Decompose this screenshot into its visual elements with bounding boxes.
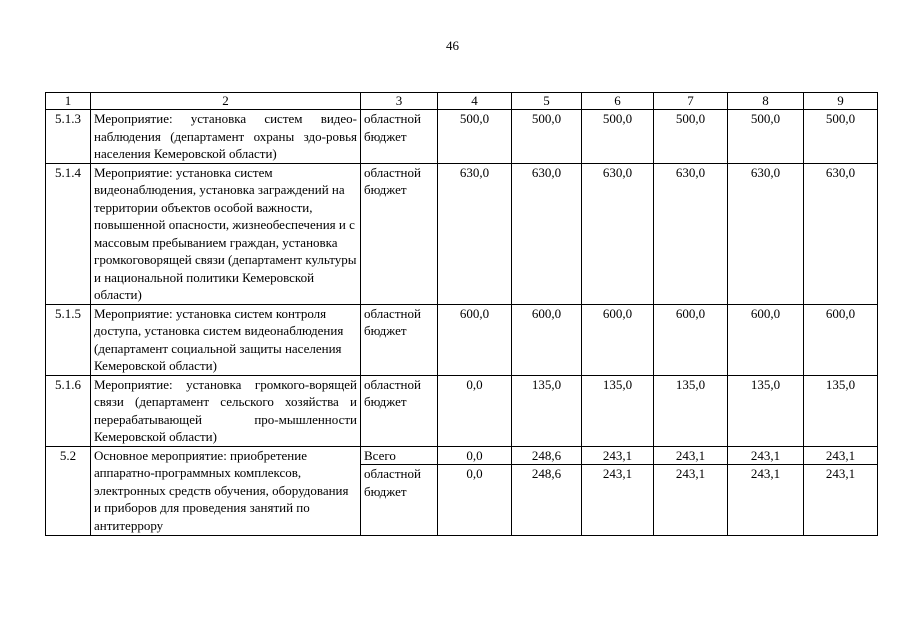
header-cell: 9	[804, 93, 878, 110]
value-cell: 630,0	[512, 163, 582, 304]
header-cell: 1	[46, 93, 91, 110]
funding-source: Всего	[361, 446, 438, 465]
value-cell: 248,6	[512, 465, 582, 536]
value-cell: 243,1	[728, 465, 804, 536]
value-cell: 135,0	[804, 375, 878, 446]
value-cell: 243,1	[804, 465, 878, 536]
row-number: 5.2	[46, 446, 91, 536]
value-cell: 600,0	[654, 304, 728, 375]
header-cell: 2	[91, 93, 361, 110]
activity-name: Мероприятие: установка систем видеонаблюдения, установка заграждений на территории объектов особой важности, повышенной опасности, жизнеобеспечения и с массовым пребыванием граждан, установка громкоговорящей связи (департамент культуры и национальной политики Кемеровской области)	[91, 163, 361, 304]
header-cell: 3	[361, 93, 438, 110]
value-cell: 135,0	[582, 375, 654, 446]
value-cell: 500,0	[582, 110, 654, 164]
value-cell: 630,0	[728, 163, 804, 304]
row-number: 5.1.6	[46, 375, 91, 446]
value-cell: 630,0	[804, 163, 878, 304]
value-cell: 630,0	[438, 163, 512, 304]
value-cell: 600,0	[512, 304, 582, 375]
activity-name: Основное мероприятие: приобретение аппаратно-программных комплексов, электронных средств обучения, оборудования и приборов для проведения занятий по антитеррору	[91, 446, 361, 536]
funding-source: областной бюджет	[361, 163, 438, 304]
value-cell: 0,0	[438, 465, 512, 536]
activity-name: Мероприятие: установка систем видео-наблюдения (департамент охраны здо-ровья населения Кемеровской области)	[91, 110, 361, 164]
value-cell: 243,1	[728, 446, 804, 465]
value-cell: 600,0	[582, 304, 654, 375]
value-cell: 243,1	[654, 465, 728, 536]
header-row	[46, 93, 878, 110]
header-cell: 8	[728, 93, 804, 110]
header-cell: 6	[582, 93, 654, 110]
value-cell: 243,1	[582, 446, 654, 465]
value-cell: 600,0	[728, 304, 804, 375]
value-cell: 135,0	[728, 375, 804, 446]
value-cell: 500,0	[438, 110, 512, 164]
header-cell: 7	[654, 93, 728, 110]
budget-table	[45, 92, 878, 536]
value-cell: 500,0	[512, 110, 582, 164]
funding-source: областной бюджет	[361, 304, 438, 375]
value-cell: 630,0	[654, 163, 728, 304]
value-cell: 243,1	[582, 465, 654, 536]
value-cell: 600,0	[804, 304, 878, 375]
activity-name: Мероприятие: установка громкого-ворящей связи (департамент сельского хозяйства и перерабатывающей про-мышленности Кемеровской области)	[91, 375, 361, 446]
funding-source: областной бюджет	[361, 110, 438, 164]
value-cell: 500,0	[728, 110, 804, 164]
value-cell: 500,0	[654, 110, 728, 164]
value-cell: 600,0	[438, 304, 512, 375]
page-number: 46	[446, 38, 459, 53]
header-cell: 5	[512, 93, 582, 110]
funding-source: областной бюджет	[361, 375, 438, 446]
row-number: 5.1.3	[46, 110, 91, 164]
table-row	[46, 304, 878, 375]
value-cell: 0,0	[438, 446, 512, 465]
value-cell: 243,1	[804, 446, 878, 465]
header-cell: 4	[438, 93, 512, 110]
value-cell: 0,0	[438, 375, 512, 446]
row-number: 5.1.5	[46, 304, 91, 375]
row-number: 5.1.4	[46, 163, 91, 304]
value-cell: 243,1	[654, 446, 728, 465]
activity-name: Мероприятие: установка систем контроля доступа, установка систем видеонаблюдения (департамент социальной защиты населения Кемеровской области)	[91, 304, 361, 375]
value-cell: 630,0	[582, 163, 654, 304]
value-cell: 500,0	[804, 110, 878, 164]
table-row	[46, 163, 878, 304]
table-row	[46, 446, 878, 465]
funding-source: областной бюджет	[361, 465, 438, 536]
value-cell: 135,0	[654, 375, 728, 446]
value-cell: 248,6	[512, 446, 582, 465]
table-row	[46, 110, 878, 164]
value-cell: 135,0	[512, 375, 582, 446]
table-row	[46, 375, 878, 446]
